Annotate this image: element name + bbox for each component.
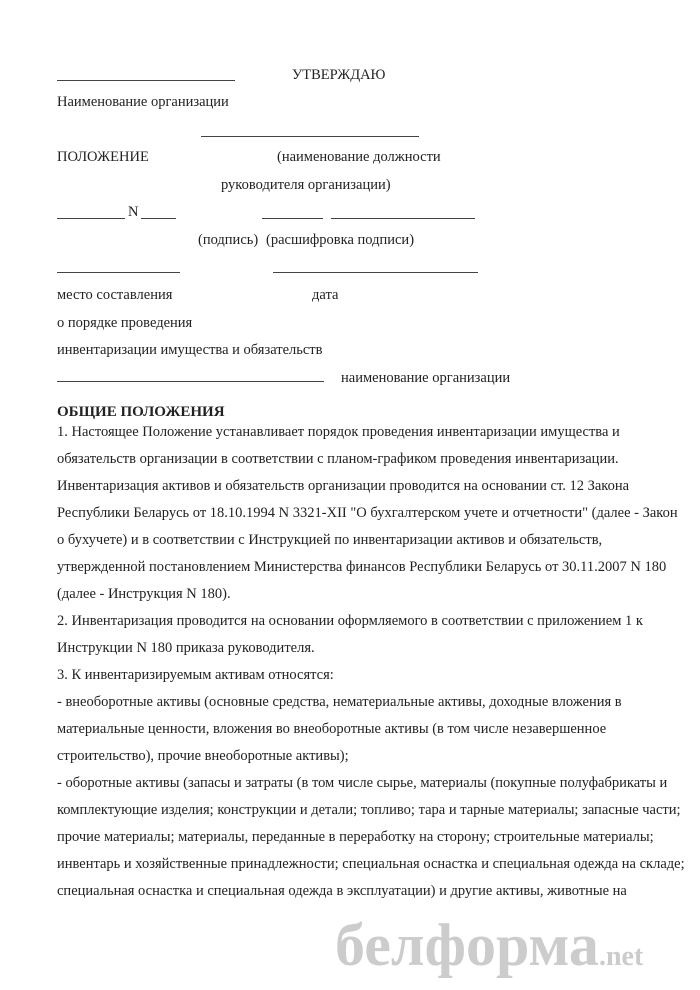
body-line: специальная оснастка и специальная одежда в эксплуатации) и другие активы, животные на	[57, 883, 627, 899]
body-line: - оборотные активы (запасы и затраты (в том числе сырье, материалы (покупные полуфабрикаты и	[57, 775, 668, 791]
watermark-logo: белформа.net	[335, 912, 644, 978]
position-blank-line	[201, 136, 419, 137]
org-name-blank-line	[57, 381, 324, 382]
number-blank-line	[141, 218, 176, 219]
number-mark: N	[128, 204, 139, 220]
doc-title-2: инвентаризации имущества и обязательств	[57, 342, 323, 358]
body-line: - внеоборотные активы (основные средства, нематериальные активы, доходные вложения в	[57, 694, 622, 710]
body-line: утвержденной постановлением Министерства финансов Республики Беларусь от 30.11.2007 N 180	[57, 559, 667, 575]
body-line: прочие материалы; материалы, переданные в переработку на сторону; строительные материалы;	[57, 829, 654, 845]
body-line: комплектующие изделия; конструкции и детали; топливо; тара и тарные материалы; запасные части;	[57, 802, 681, 818]
body-line: 1. Настоящее Положение устанавливает порядок проведения инвентаризации имущества и	[57, 424, 620, 440]
date-caption: дата	[312, 287, 339, 303]
signature-decode-caption: (расшифровка подписи)	[266, 232, 415, 248]
signature-caption: (подпись)	[198, 232, 259, 248]
body-line: обязательств организации в соответствии с планом-графиком проведения инвентаризации.	[57, 451, 619, 467]
signature-blank-line	[262, 218, 323, 219]
date-blank-line-2	[273, 272, 478, 273]
body-line: инвентарь и хозяйственные принадлежности; специальная оснастка и специальная одежда на складе;	[57, 856, 685, 872]
body-line: Инвентаризация активов и обязательств организации проводится на основании ст. 12 Закона	[57, 478, 630, 494]
place-caption: место составления	[57, 287, 173, 303]
place-blank-line	[57, 272, 180, 273]
section-heading: ОБЩИЕ ПОЛОЖЕНИЯ	[57, 404, 225, 420]
body-line: Инструкции N 180 приказа руководителя.	[57, 640, 315, 656]
approve-label: УТВЕРЖДАЮ	[292, 67, 386, 83]
org-name-caption: наименование организации	[341, 370, 511, 386]
body-line: Республики Беларусь от 18.10.1994 N 3321-XII "О бухгалтерском учете и отчетности" (далее - Закон	[57, 505, 678, 521]
body-line: материальные ценности, вложения во внеоборотные активы (в том числе незавершенное	[57, 721, 607, 737]
doc-title-1: о порядке проведения	[57, 315, 193, 331]
position-caption-1: (наименование должности	[277, 149, 441, 165]
position-caption-2: руководителя организации)	[221, 177, 391, 193]
date-blank-line	[57, 218, 125, 219]
body-line: (далее - Инструкция N 180).	[57, 586, 231, 602]
body-line: строительство), прочие внеоборотные активы);	[57, 748, 349, 764]
body-line: 2. Инвентаризация проводится на основании оформляемого в соответствии с приложением 1 к	[57, 613, 643, 629]
org-name-label: Наименование организации	[57, 94, 229, 110]
org-blank-line	[57, 80, 235, 81]
doc-type: ПОЛОЖЕНИЕ	[57, 149, 149, 165]
body-line: о бухучете) и в соответствии с Инструкцией по инвентаризации активов и обязательств,	[57, 532, 603, 548]
signature-decode-blank-line	[331, 218, 475, 219]
body-line: 3. К инвентаризируемым активам относятся:	[57, 667, 334, 683]
